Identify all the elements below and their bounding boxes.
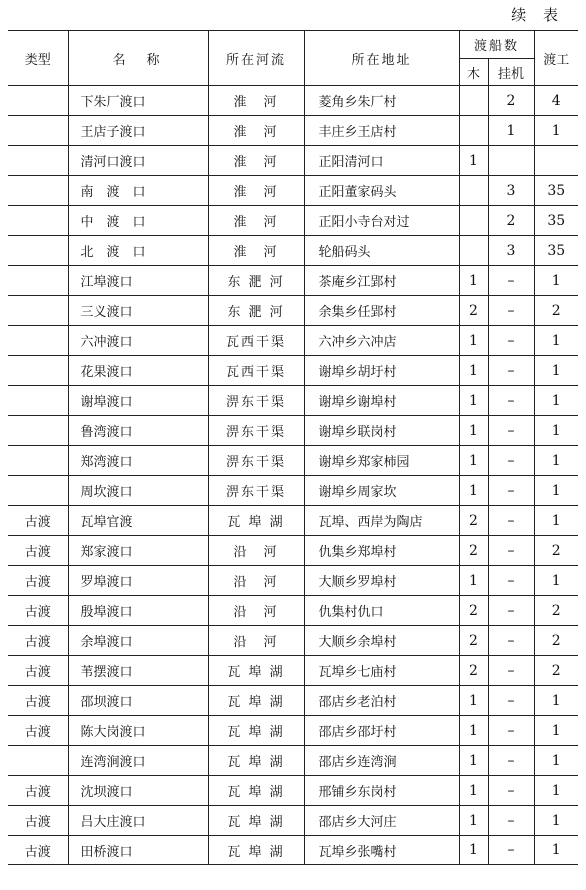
address-cell: 邵店乡连湾涧 xyxy=(304,746,459,776)
type-cell: 古渡 xyxy=(8,716,68,746)
motor-boat-count: 3 xyxy=(488,236,534,266)
type-cell xyxy=(8,476,68,506)
staff-count: 1 xyxy=(534,806,578,836)
address-cell: 仇集乡郑埠村 xyxy=(304,536,459,566)
wood-boat-count: 1 xyxy=(459,326,488,356)
motor-boat-count: – xyxy=(488,386,534,416)
table-row xyxy=(8,476,578,506)
river-cell: 淮 河 xyxy=(208,236,304,266)
name-cell: 六冲渡口 xyxy=(68,326,208,356)
type-cell: 古渡 xyxy=(8,506,68,536)
table-row xyxy=(8,746,578,776)
type-cell xyxy=(8,206,68,236)
type-cell xyxy=(8,266,68,296)
table-row xyxy=(8,656,578,686)
staff-count: 4 xyxy=(534,86,578,116)
river-cell: 淮 河 xyxy=(208,116,304,146)
river-cell: 瓦 埠 湖 xyxy=(208,716,304,746)
wood-boat-count: 1 xyxy=(459,416,488,446)
motor-boat-count: – xyxy=(488,746,534,776)
name-cell: 三义渡口 xyxy=(68,296,208,326)
table-row xyxy=(8,296,578,326)
river-cell: 沿 河 xyxy=(208,626,304,656)
motor-boat-count: 3 xyxy=(488,176,534,206)
staff-count: 35 xyxy=(534,176,578,206)
address-cell: 仇集村仇口 xyxy=(304,596,459,626)
header-type: 类型 xyxy=(8,31,68,86)
wood-boat-count xyxy=(459,176,488,206)
type-cell: 古渡 xyxy=(8,596,68,626)
staff-count xyxy=(534,146,578,176)
table-row xyxy=(8,536,578,566)
wood-boat-count: 1 xyxy=(459,746,488,776)
river-cell: 瓦西干渠 xyxy=(208,356,304,386)
type-cell xyxy=(8,446,68,476)
river-cell: 瓦 埠 湖 xyxy=(208,656,304,686)
staff-count: 1 xyxy=(534,386,578,416)
river-cell: 淮 河 xyxy=(208,146,304,176)
river-cell: 淮 河 xyxy=(208,86,304,116)
type-cell xyxy=(8,176,68,206)
wood-boat-count: 1 xyxy=(459,776,488,806)
type-cell xyxy=(8,356,68,386)
address-cell: 正阳清河口 xyxy=(304,146,459,176)
table-row xyxy=(8,626,578,656)
motor-boat-count: – xyxy=(488,836,534,865)
wood-boat-count: 1 xyxy=(459,356,488,386)
table-row xyxy=(8,506,578,536)
table-body xyxy=(8,86,578,865)
motor-boat-count: – xyxy=(488,686,534,716)
motor-boat-count: – xyxy=(488,596,534,626)
table-row xyxy=(8,716,578,746)
staff-count: 1 xyxy=(534,686,578,716)
name-cell: 罗埠渡口 xyxy=(68,566,208,596)
type-cell: 古渡 xyxy=(8,566,68,596)
name-cell: 沈坝渡口 xyxy=(68,776,208,806)
name-cell: 陈大岗渡口 xyxy=(68,716,208,746)
type-cell: 古渡 xyxy=(8,656,68,686)
name-cell: 南 渡 口 xyxy=(68,176,208,206)
address-cell: 丰庄乡王店村 xyxy=(304,116,459,146)
motor-boat-count: – xyxy=(488,536,534,566)
motor-boat-count: – xyxy=(488,476,534,506)
river-cell: 淠东干渠 xyxy=(208,386,304,416)
motor-boat-count: – xyxy=(488,776,534,806)
type-cell: 古渡 xyxy=(8,836,68,865)
river-cell: 瓦 埠 湖 xyxy=(208,686,304,716)
name-cell: 郑湾渡口 xyxy=(68,446,208,476)
table-row xyxy=(8,356,578,386)
name-cell: 下朱厂渡口 xyxy=(68,86,208,116)
river-cell: 瓦 埠 湖 xyxy=(208,776,304,806)
type-cell xyxy=(8,236,68,266)
staff-count: 2 xyxy=(534,596,578,626)
staff-count: 35 xyxy=(534,236,578,266)
motor-boat-count: 1 xyxy=(488,116,534,146)
staff-count: 1 xyxy=(534,776,578,806)
header-staff: 渡工 xyxy=(534,31,578,86)
address-cell: 正阳小寺台对过 xyxy=(304,206,459,236)
name-cell: 江埠渡口 xyxy=(68,266,208,296)
address-cell: 大顺乡罗埠村 xyxy=(304,566,459,596)
wood-boat-count xyxy=(459,116,488,146)
address-cell: 瓦埠、西岸为陶店 xyxy=(304,506,459,536)
name-cell: 吕大庄渡口 xyxy=(68,806,208,836)
address-cell: 谢埠乡胡圩村 xyxy=(304,356,459,386)
table-row xyxy=(8,806,578,836)
header-name: 名 称 xyxy=(68,31,208,86)
wood-boat-count: 1 xyxy=(459,806,488,836)
address-cell: 瓦埠乡张嘴村 xyxy=(304,836,459,865)
motor-boat-count: – xyxy=(488,326,534,356)
staff-count: 2 xyxy=(534,656,578,686)
staff-count: 1 xyxy=(534,716,578,746)
motor-boat-count: – xyxy=(488,446,534,476)
wood-boat-count xyxy=(459,86,488,116)
type-cell xyxy=(8,386,68,416)
table-row xyxy=(8,326,578,356)
staff-count: 2 xyxy=(534,296,578,326)
table-row xyxy=(8,176,578,206)
river-cell: 东 淝 河 xyxy=(208,266,304,296)
address-cell: 瓦埠乡七庙村 xyxy=(304,656,459,686)
address-cell: 邵店乡邵圩村 xyxy=(304,716,459,746)
motor-boat-count: – xyxy=(488,626,534,656)
address-cell: 谢埠乡联岗村 xyxy=(304,416,459,446)
wood-boat-count: 2 xyxy=(459,626,488,656)
table-row xyxy=(8,566,578,596)
wood-boat-count: 2 xyxy=(459,536,488,566)
river-cell: 沿 河 xyxy=(208,566,304,596)
wood-boat-count: 1 xyxy=(459,146,488,176)
address-cell: 菱角乡朱厂村 xyxy=(304,86,459,116)
type-cell xyxy=(8,116,68,146)
river-cell: 沿 河 xyxy=(208,536,304,566)
address-cell: 正阳董家码头 xyxy=(304,176,459,206)
address-cell: 邵店乡大河庄 xyxy=(304,806,459,836)
river-cell: 瓦 埠 湖 xyxy=(208,506,304,536)
name-cell: 邵坝渡口 xyxy=(68,686,208,716)
type-cell xyxy=(8,326,68,356)
staff-count: 1 xyxy=(534,416,578,446)
address-cell: 邢铺乡东岗村 xyxy=(304,776,459,806)
river-cell: 瓦西干渠 xyxy=(208,326,304,356)
river-cell: 淮 河 xyxy=(208,176,304,206)
wood-boat-count: 2 xyxy=(459,296,488,326)
table-row xyxy=(8,776,578,806)
address-cell: 轮船码头 xyxy=(304,236,459,266)
staff-count: 1 xyxy=(534,746,578,776)
table-row xyxy=(8,236,578,266)
wood-boat-count: 2 xyxy=(459,656,488,686)
staff-count: 1 xyxy=(534,266,578,296)
staff-count: 1 xyxy=(534,326,578,356)
table-row xyxy=(8,596,578,626)
staff-count: 1 xyxy=(534,566,578,596)
name-cell: 谢埠渡口 xyxy=(68,386,208,416)
name-cell: 王店子渡口 xyxy=(68,116,208,146)
name-cell: 连湾涧渡口 xyxy=(68,746,208,776)
header-boats: 渡船数 xyxy=(459,31,534,59)
wood-boat-count: 1 xyxy=(459,836,488,865)
motor-boat-count: – xyxy=(488,566,534,596)
type-cell xyxy=(8,416,68,446)
wood-boat-count: 2 xyxy=(459,596,488,626)
type-cell xyxy=(8,746,68,776)
type-cell: 古渡 xyxy=(8,776,68,806)
header-address: 所在地址 xyxy=(304,31,459,86)
name-cell: 瓦埠官渡 xyxy=(68,506,208,536)
staff-count: 1 xyxy=(534,506,578,536)
address-cell: 茶庵乡江郢村 xyxy=(304,266,459,296)
table-row xyxy=(8,206,578,236)
name-cell: 花果渡口 xyxy=(68,356,208,386)
type-cell: 古渡 xyxy=(8,536,68,566)
staff-count: 1 xyxy=(534,116,578,146)
table-row xyxy=(8,266,578,296)
river-cell: 淠东干渠 xyxy=(208,446,304,476)
name-cell: 中 渡 口 xyxy=(68,206,208,236)
wood-boat-count: 1 xyxy=(459,386,488,416)
staff-count: 1 xyxy=(534,476,578,506)
address-cell: 六冲乡六冲店 xyxy=(304,326,459,356)
staff-count: 2 xyxy=(534,536,578,566)
motor-boat-count: 2 xyxy=(488,86,534,116)
table-row xyxy=(8,116,578,146)
river-cell: 瓦 埠 湖 xyxy=(208,746,304,776)
ferry-table xyxy=(8,30,578,865)
motor-boat-count: 2 xyxy=(488,206,534,236)
motor-boat-count: – xyxy=(488,506,534,536)
type-cell: 古渡 xyxy=(8,686,68,716)
motor-boat-count: – xyxy=(488,656,534,686)
wood-boat-count: 1 xyxy=(459,566,488,596)
name-cell: 北 渡 口 xyxy=(68,236,208,266)
table-row xyxy=(8,146,578,176)
table-row xyxy=(8,686,578,716)
motor-boat-count: – xyxy=(488,716,534,746)
wood-boat-count: 1 xyxy=(459,266,488,296)
wood-boat-count xyxy=(459,206,488,236)
wood-boat-count: 1 xyxy=(459,716,488,746)
header-river: 所在河流 xyxy=(208,31,304,86)
wood-boat-count xyxy=(459,236,488,266)
header-motor: 挂机 xyxy=(488,59,534,86)
river-cell: 淠东干渠 xyxy=(208,416,304,446)
river-cell: 东 淝 河 xyxy=(208,296,304,326)
wood-boat-count: 1 xyxy=(459,476,488,506)
table-row xyxy=(8,836,578,865)
motor-boat-count xyxy=(488,146,534,176)
motor-boat-count: – xyxy=(488,266,534,296)
header-wood: 木 xyxy=(459,59,488,86)
type-cell: 古渡 xyxy=(8,806,68,836)
staff-count: 1 xyxy=(534,356,578,386)
table-row xyxy=(8,446,578,476)
type-cell xyxy=(8,86,68,116)
name-cell: 苇摆渡口 xyxy=(68,656,208,686)
table-row xyxy=(8,86,578,116)
address-cell: 大顺乡余埠村 xyxy=(304,626,459,656)
address-cell: 谢埠乡谢埠村 xyxy=(304,386,459,416)
river-cell: 淠东干渠 xyxy=(208,476,304,506)
name-cell: 田桥渡口 xyxy=(68,836,208,865)
address-cell: 谢埠乡周家坎 xyxy=(304,476,459,506)
name-cell: 周坎渡口 xyxy=(68,476,208,506)
type-cell: 古渡 xyxy=(8,626,68,656)
address-cell: 谢埠乡郑家柿园 xyxy=(304,446,459,476)
table-row xyxy=(8,416,578,446)
wood-boat-count: 2 xyxy=(459,506,488,536)
staff-count: 2 xyxy=(534,626,578,656)
staff-count: 1 xyxy=(534,446,578,476)
continued-table-label: 续 表 xyxy=(511,6,564,24)
staff-count: 1 xyxy=(534,836,578,865)
staff-count: 35 xyxy=(534,206,578,236)
motor-boat-count: – xyxy=(488,416,534,446)
name-cell: 鲁湾渡口 xyxy=(68,416,208,446)
name-cell: 余埠渡口 xyxy=(68,626,208,656)
river-cell: 沿 河 xyxy=(208,596,304,626)
motor-boat-count: – xyxy=(488,296,534,326)
type-cell xyxy=(8,146,68,176)
address-cell: 邵店乡老泊村 xyxy=(304,686,459,716)
motor-boat-count: – xyxy=(488,356,534,386)
river-cell: 淮 河 xyxy=(208,206,304,236)
type-cell xyxy=(8,296,68,326)
name-cell: 清河口渡口 xyxy=(68,146,208,176)
motor-boat-count: – xyxy=(488,806,534,836)
wood-boat-count: 1 xyxy=(459,446,488,476)
river-cell: 瓦 埠 湖 xyxy=(208,836,304,865)
table-row xyxy=(8,386,578,416)
name-cell: 郑家渡口 xyxy=(68,536,208,566)
river-cell: 瓦 埠 湖 xyxy=(208,806,304,836)
address-cell: 余集乡任郢村 xyxy=(304,296,459,326)
wood-boat-count: 1 xyxy=(459,686,488,716)
name-cell: 殷埠渡口 xyxy=(68,596,208,626)
